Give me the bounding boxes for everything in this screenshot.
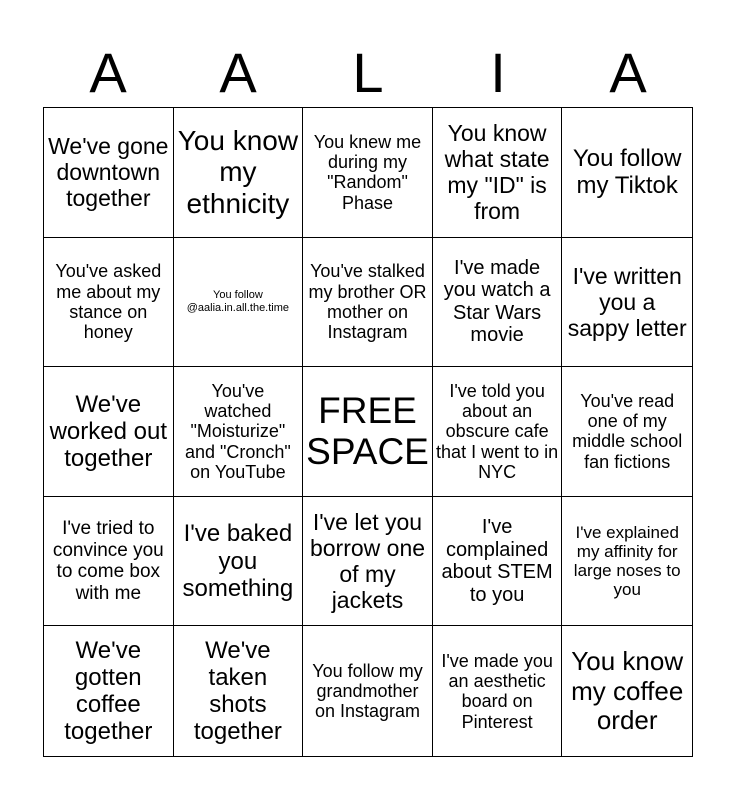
bingo-cell-text: You follow @aalia.in.all.the.time	[186, 289, 290, 314]
bingo-cell-text: You've asked me about my stance on honey	[55, 261, 162, 343]
bingo-cell-text: You know my ethnicity	[177, 124, 299, 220]
bingo-cell-text: I've written you a sappy letter	[567, 262, 687, 341]
free-space-text: FREE SPACE	[306, 389, 429, 473]
bingo-cell-text: I've made you an aesthetic board on Pinterest	[441, 650, 553, 732]
bingo-title	[43, 40, 693, 106]
bingo-cell-text: I've baked you something	[182, 520, 294, 602]
bingo-board	[43, 107, 693, 757]
bingo-cell	[174, 626, 304, 756]
bingo-cell-text: You've watched "Moisturize" and "Cronch" on YouTube	[184, 380, 291, 482]
bingo-cell-text: I've made you watch a Star Wars movie	[443, 256, 551, 347]
bingo-cell	[303, 497, 433, 627]
bingo-cell-text: We've gone downtown together	[48, 133, 169, 212]
bingo-cell	[562, 626, 692, 756]
title-letter: A	[219, 41, 257, 104]
bingo-cell	[303, 626, 433, 756]
bingo-cell	[174, 108, 304, 238]
title-letter: A	[89, 41, 127, 104]
bingo-cell-text: I've tried to convince you to come box with me	[52, 518, 164, 604]
bingo-cell	[44, 238, 174, 368]
bingo-cell	[44, 626, 174, 756]
bingo-cell-text: You know my coffee order	[571, 646, 684, 735]
bingo-cell	[433, 108, 563, 238]
bingo-cell-text: You knew me during my "Random" Phase	[313, 131, 422, 213]
bingo-cell-text: We've gotten coffee together	[64, 636, 153, 746]
bingo-cell-text: We've worked out together	[49, 390, 167, 473]
bingo-cell-text: We've taken shots together	[193, 636, 282, 746]
title-letter: L	[352, 41, 384, 104]
bingo-cell	[433, 238, 563, 368]
bingo-cell-text: You've read one of my middle school fan fictions	[572, 390, 683, 472]
bingo-cell-text: I've explained my affinity for large noses to you	[573, 522, 681, 600]
bingo-cell	[562, 238, 692, 368]
bingo-cell	[174, 497, 304, 627]
bingo-cell	[44, 497, 174, 627]
bingo-cell	[44, 367, 174, 497]
bingo-cell-text: You've stalked my brother OR mother on Instagram	[308, 261, 427, 343]
bingo-cell	[433, 497, 563, 627]
free-space-cell	[303, 367, 433, 497]
bingo-cell-text: You know what state my "ID" is from	[444, 120, 550, 225]
title-letter: I	[490, 41, 506, 104]
bingo-cell-text: I've told you about an obscure cafe that I went to in NYC	[436, 380, 559, 482]
bingo-cell	[303, 238, 433, 368]
title-letter: A	[609, 41, 647, 104]
bingo-cell	[174, 238, 304, 368]
bingo-cell	[562, 497, 692, 627]
bingo-cell	[433, 626, 563, 756]
bingo-cell	[562, 108, 692, 238]
bingo-cell-text: I've let you borrow one of my jackets	[309, 509, 426, 614]
bingo-cell	[303, 108, 433, 238]
bingo-cell-text: I've complained about STEM to you	[441, 515, 553, 606]
bingo-cell-text: You follow my Tiktok	[572, 145, 682, 200]
bingo-cell-text: You follow my grandmother on Instagram	[312, 660, 423, 722]
bingo-cell	[44, 108, 174, 238]
bingo-cell	[174, 367, 304, 497]
bingo-cell	[562, 367, 692, 497]
bingo-cell	[433, 367, 563, 497]
